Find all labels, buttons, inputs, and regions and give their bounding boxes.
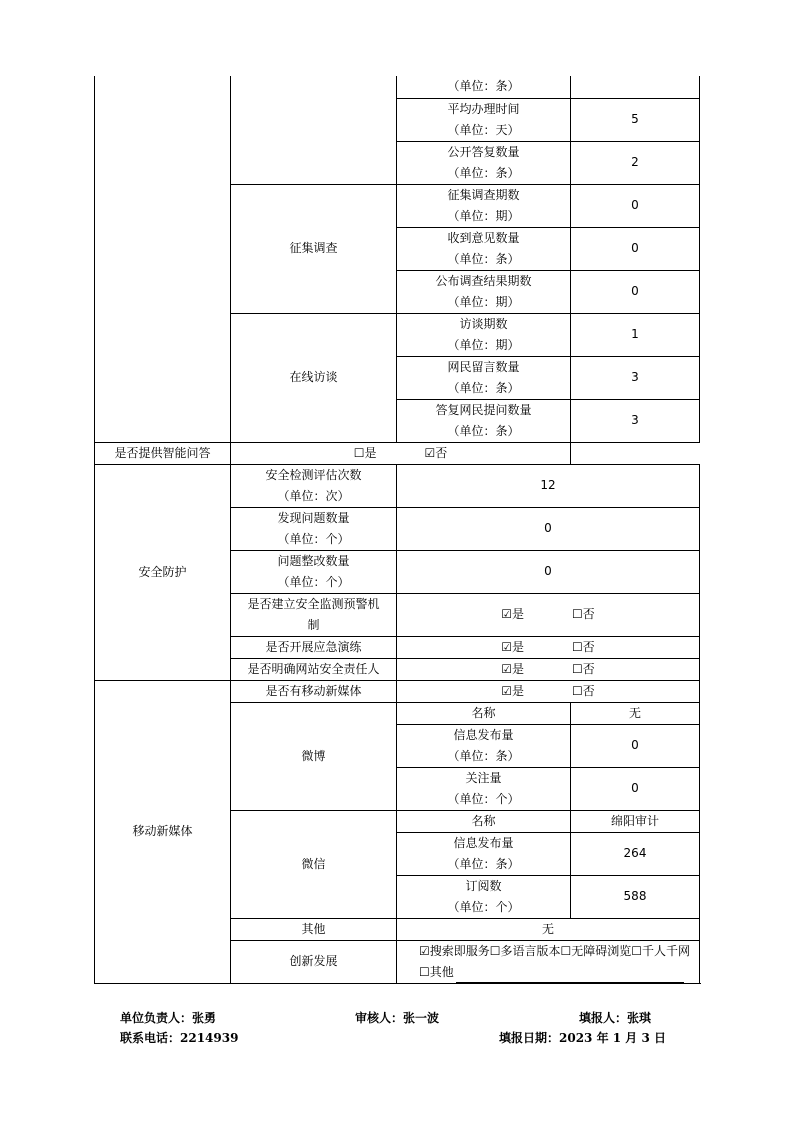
issues-fixed-label: 问题整改数量: [277, 553, 350, 568]
weibo-follow-unit: （单位：个）: [447, 791, 520, 806]
indicator-public-reply: [397, 141, 571, 184]
issues-fixed-unit: （单位：个）: [277, 574, 350, 589]
drill-no-checkbox[interactable]: ☐否: [572, 639, 595, 654]
innovation-options: [397, 940, 700, 983]
smart-qa-yes-checkbox[interactable]: ☐是: [353, 445, 377, 460]
indicator-survey-opinions: [397, 227, 571, 270]
weixin-subs-label: 订阅数: [465, 878, 502, 893]
survey-results-label: 公布调查结果期数: [435, 273, 532, 288]
value-issues-found: 0: [397, 507, 700, 550]
survey-periods-unit: （单位：期）: [447, 208, 520, 223]
indicator-weixin-subs: [397, 875, 571, 918]
warning-label-line2: 制: [307, 617, 320, 632]
public-reply-label: 公开答复数量: [447, 144, 520, 159]
value-weibo-follow: 0: [571, 767, 700, 810]
indicator-unit-cell: [397, 76, 571, 98]
value-weixin-subs: 588: [571, 875, 700, 918]
value-survey-results: 0: [571, 270, 700, 313]
value-interview-answers: 3: [571, 399, 700, 442]
survey-opinions-unit: （单位：条）: [447, 251, 520, 266]
indicator-emergency-drill: 是否开展应急演练: [231, 636, 397, 658]
subcategory-weixin: 微信: [231, 810, 397, 918]
drill-options: [397, 636, 700, 658]
subcategory-weibo: 微博: [231, 702, 397, 810]
innovation-other-blank[interactable]: [456, 968, 684, 983]
indicator-security-responsible: 是否明确网站安全责任人: [231, 658, 397, 680]
mobile-media-no-checkbox[interactable]: ☐否: [572, 683, 595, 698]
value-interview-periods: 1: [571, 313, 700, 356]
responsible-no-checkbox[interactable]: ☐否: [572, 661, 595, 676]
public-reply-unit: （单位：条）: [447, 165, 520, 180]
category-cell-interaction: [95, 76, 231, 442]
innovation-multilang-checkbox[interactable]: ☐多语言版本: [489, 943, 561, 958]
footer-date: 填报日期：2023 年 1 月 3 日: [499, 1031, 666, 1045]
avg-time-label: 平均办理时间: [447, 101, 520, 116]
warning-no-checkbox[interactable]: ☐否: [572, 607, 595, 621]
mobile-media-options: [397, 680, 700, 702]
interview-periods-unit: （单位：期）: [447, 337, 520, 352]
report-table: [94, 76, 700, 984]
responsible-options: [397, 658, 700, 680]
responsible-yes-checkbox[interactable]: ☑是: [501, 661, 524, 676]
weixin-name-value: 绵阳审计: [571, 810, 700, 832]
interview-messages-label: 网民留言数量: [447, 359, 520, 374]
warning-label-line1: 是否建立安全监测预警机: [247, 596, 380, 611]
value-security-eval: 12: [397, 464, 700, 507]
indicator-issues-fixed: [231, 550, 397, 593]
issues-found-label: 发现问题数量: [277, 510, 350, 525]
indicator-weibo-posts: [397, 724, 571, 767]
weixin-name-label: 名称: [397, 810, 571, 832]
smart-qa-no-checkbox[interactable]: ☑否: [424, 445, 448, 460]
drill-yes-checkbox[interactable]: ☑是: [501, 639, 524, 654]
warning-options: [397, 593, 700, 636]
value-weixin-posts: 264: [571, 832, 700, 875]
value-other-media: 无: [397, 918, 700, 940]
weibo-follow-label: 关注量: [465, 770, 502, 785]
indicator-weibo-follow: [397, 767, 571, 810]
weixin-posts-label: 信息发布量: [453, 835, 514, 850]
value-survey-periods: 0: [571, 184, 700, 227]
indicator-interview-periods: [397, 313, 571, 356]
innovation-accessibility-checkbox[interactable]: ☐无障碍浏览: [560, 943, 632, 958]
footer-owner: 单位负责人：张勇: [120, 1011, 217, 1025]
issues-found-unit: （单位：个）: [277, 531, 350, 546]
value-weibo-posts: 0: [571, 724, 700, 767]
security-eval-unit: （单位：次）: [277, 488, 350, 503]
interview-answers-label: 答复网民提问数量: [435, 402, 532, 417]
category-innovation: 创新发展: [231, 940, 397, 983]
interview-periods-label: 访谈期数: [459, 316, 508, 331]
indicator-other-media: 其他: [231, 918, 397, 940]
warning-yes-checkbox[interactable]: ☑是: [501, 607, 524, 621]
survey-results-unit: （单位：期）: [447, 294, 520, 309]
category-mobile-media: 移动新媒体: [95, 680, 231, 983]
smart-qa-options: [231, 442, 571, 464]
value-public-reply: 2: [571, 141, 700, 184]
indicator-interview-messages: [397, 356, 571, 399]
mobile-media-yes-checkbox[interactable]: ☑是: [501, 683, 524, 698]
smart-qa-label: 是否提供智能问答: [95, 442, 231, 464]
interview-answers-unit: （单位：条）: [447, 423, 520, 438]
indicator-weixin-posts: [397, 832, 571, 875]
weibo-name-value: 无: [571, 702, 700, 724]
value-issues-fixed: 0: [397, 550, 700, 593]
interview-messages-unit: （单位：条）: [447, 380, 520, 395]
indicator-interview-answers: [397, 399, 571, 442]
indicator-has-mobile-media: 是否有移动新媒体: [231, 680, 397, 702]
subcategory-survey: 征集调查: [231, 184, 397, 313]
weibo-posts-label: 信息发布量: [453, 727, 514, 742]
footer-filler: 填报人：张琪: [579, 1011, 652, 1025]
weixin-subs-unit: （单位：个）: [447, 899, 520, 914]
weibo-name-label: 名称: [397, 702, 571, 724]
indicator-unit: （单位：条）: [447, 79, 520, 94]
survey-periods-label: 征集调查期数: [447, 187, 520, 202]
subcategory-interview: 在线访谈: [231, 313, 397, 442]
weibo-posts-unit: （单位：条）: [447, 748, 520, 763]
indicator-issues-found: [231, 507, 397, 550]
innovation-personalized-checkbox[interactable]: ☐千人千网: [631, 943, 691, 958]
indicator-warning-mechanism: [231, 593, 397, 636]
footer-phone: 联系电话：2214939: [120, 1031, 239, 1045]
indicator-survey-results: [397, 270, 571, 313]
indicator-avg-time: [397, 98, 571, 141]
value-survey-opinions: 0: [571, 227, 700, 270]
footer-reviewer: 审核人：张一波: [355, 1011, 440, 1025]
value-cell-empty: [571, 76, 700, 98]
indicator-survey-periods: [397, 184, 571, 227]
avg-time-unit: （单位：天）: [447, 122, 520, 137]
security-eval-label: 安全检测评估次数: [265, 467, 362, 482]
survey-opinions-label: 收到意见数量: [447, 230, 520, 245]
innovation-search-checkbox[interactable]: ☑搜索即服务: [419, 943, 490, 958]
innovation-other-checkbox[interactable]: ☐其他: [419, 964, 454, 979]
weixin-posts-unit: （单位：条）: [447, 856, 520, 871]
subcategory-cell-interaction: [231, 76, 397, 184]
indicator-security-eval: [231, 464, 397, 507]
category-security: 安全防护: [95, 464, 231, 680]
value-avg-time: 5: [571, 98, 700, 141]
value-interview-messages: 3: [571, 356, 700, 399]
